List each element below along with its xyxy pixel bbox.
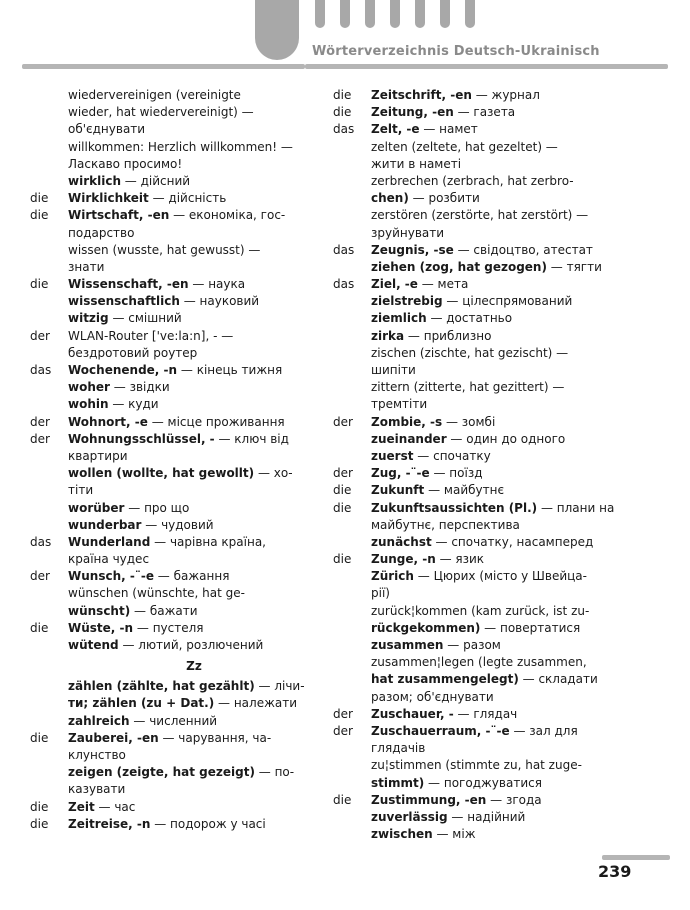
header-tab: [390, 0, 400, 28]
dictionary-line: [30, 781, 320, 798]
dictionary-line: [333, 190, 633, 207]
entry-text: зруйнувати: [371, 225, 445, 240]
entry-text: rückgekommen) — повертатися: [371, 620, 581, 635]
article: der: [30, 414, 50, 429]
entry-text: zischen (zischte, hat gezischt) —: [371, 345, 569, 360]
entry-text: подарство: [68, 225, 135, 240]
header-tab: [365, 0, 375, 28]
entry-text: бездротовий роутер: [68, 345, 198, 360]
entry-text: wirklich — дійсний: [68, 173, 191, 188]
dictionary-line: [333, 379, 633, 396]
dictionary-line: [30, 379, 320, 396]
entry-text: zu¦stimmen (stimmte zu, hat zuge-: [371, 758, 582, 773]
dictionary-line: [333, 482, 633, 499]
entry-text: Wochenende, -n — кінець тижня: [68, 363, 283, 377]
running-header-title: Wörterverzeichnis Deutsch-Ukrainisch: [312, 44, 600, 59]
entry-text: zählen (zählte, hat gezählt) — лічи-: [68, 679, 305, 694]
dictionary-line: [30, 730, 320, 747]
entry-text: казувати: [68, 782, 126, 797]
article: die: [333, 500, 352, 515]
entry-text: woher — звідки: [68, 380, 170, 395]
dictionary-line: [333, 689, 633, 706]
entry-text: Zukunftsaussichten (Pl.) — плани на: [371, 500, 615, 515]
entry-text: wiedervereinigen (vereinigte: [68, 88, 241, 102]
entry-text: zerstören (zerstörte, hat zerstört) —: [371, 208, 589, 223]
entry-text: рії): [371, 586, 390, 601]
entry-text: шипіти: [371, 363, 416, 377]
dictionary-line: [333, 293, 633, 310]
dictionary-line: [333, 465, 633, 482]
dictionary-line: [333, 139, 633, 156]
article: der: [30, 328, 50, 343]
left-column: [30, 87, 320, 833]
header-rule: [22, 64, 305, 69]
dictionary-line: [30, 568, 320, 585]
dictionary-line: [30, 816, 320, 833]
dictionary-line: [333, 792, 633, 809]
entry-text: Zuschauer, - — глядач: [371, 706, 518, 721]
entry-text: Zeitreise, -n — подорож у часі: [68, 816, 266, 831]
entry-text: разом; об'єднувати: [371, 689, 494, 704]
dictionary-line: [30, 678, 320, 695]
entry-text: ziemlich — достатньо: [371, 311, 513, 326]
entry-text: Zombie, -s — зомбі: [371, 414, 496, 429]
entry-text: witzig — смішний: [68, 311, 182, 326]
entry-text: wieder, hat wiedervereinigt) —: [68, 105, 254, 120]
entry-text: жити в наметі: [371, 156, 462, 171]
article: der: [333, 706, 353, 721]
header-tab: [465, 0, 475, 28]
entry-text: willkommen: Herzlich willkommen! —: [68, 139, 293, 154]
entry-text: zielstrebig — цілеспрямований: [371, 294, 573, 309]
entry-text: Wunsch, -¨-e — бажання: [68, 569, 230, 584]
entry-text: Zuschauerraum, -¨-e — зал для: [371, 723, 578, 738]
entry-text: worüber — про що: [68, 500, 190, 515]
entry-text: ти; zählen (zu + Dat.) — належати: [68, 696, 298, 711]
article: die: [30, 730, 49, 745]
dictionary-line: [30, 534, 320, 551]
dictionary-line: [333, 534, 633, 551]
dictionary-line: [30, 242, 320, 259]
dictionary-line: [333, 414, 633, 431]
dictionary-line: [30, 482, 320, 499]
dictionary-line: [333, 259, 633, 276]
dictionary-line: [30, 431, 320, 448]
dictionary-line: [333, 362, 633, 379]
entry-text: Zeitung, -en — газета: [371, 105, 516, 120]
entry-text: zeigen (zeigte, hat gezeigt) — по-: [68, 765, 295, 780]
dictionary-line: [333, 104, 633, 121]
dictionary-line: [333, 207, 633, 224]
dictionary-line: [30, 345, 320, 362]
dictionary-line: [333, 156, 633, 173]
entry-text: Zeugnis, -se — свідоцтво, атестат: [371, 242, 593, 257]
dictionary-line: [30, 207, 320, 224]
dictionary-line: [333, 121, 633, 138]
article: der: [30, 569, 50, 584]
entry-text: країна чудес: [68, 552, 150, 567]
entry-text: Zürich — Цюрих (місто у Швейца-: [371, 569, 587, 584]
dictionary-line: [333, 775, 633, 792]
dictionary-line: [333, 826, 633, 843]
dictionary-line: [30, 293, 320, 310]
entry-text: квартири: [68, 448, 128, 463]
dictionary-line: [30, 585, 320, 602]
dictionary-line: [333, 654, 633, 671]
article: das: [333, 122, 355, 137]
dictionary-line: [333, 173, 633, 190]
dictionary-line: [333, 706, 633, 723]
entry-text: zusammen¦legen (legte zusammen,: [371, 655, 587, 670]
entry-text: майбутнє, перспектива: [371, 517, 520, 532]
dictionary-line: [30, 448, 320, 465]
page-number: 239: [598, 862, 632, 881]
entry-text: wollen (wollte, hat gewollt) — хо-: [68, 466, 293, 481]
dictionary-line: [30, 190, 320, 207]
dictionary-line: [333, 310, 633, 327]
right-column: [333, 87, 633, 843]
article: die: [333, 88, 352, 102]
dictionary-line: [30, 713, 320, 730]
entry-text: zunächst — спочатку, насамперед: [371, 534, 594, 549]
dictionary-line: [333, 87, 633, 104]
dictionary-line: [333, 276, 633, 293]
header-tabs-decoration: [255, 0, 480, 50]
article: die: [30, 208, 49, 223]
dictionary-line: [30, 603, 320, 620]
entry-text: ziehen (zog, hat gezogen) — тягти: [371, 259, 602, 274]
article: der: [333, 414, 353, 429]
dictionary-line: [333, 620, 633, 637]
dictionary-line: [30, 695, 320, 712]
header-tab: [315, 0, 325, 28]
dictionary-line: [333, 809, 633, 826]
dictionary-line: [333, 740, 633, 757]
dictionary-line: [30, 799, 320, 816]
dictionary-line: [30, 104, 320, 121]
entry-text: wissen (wusste, hat gewusst) —: [68, 242, 261, 257]
dictionary-line: [333, 345, 633, 362]
article: die: [333, 792, 352, 807]
entry-text: Zunge, -n — язик: [371, 552, 485, 567]
header-tab: [340, 0, 350, 28]
dictionary-line: [30, 500, 320, 517]
entry-text: zirka — приблизно: [371, 328, 492, 343]
entry-text: zuverlässig — надійний: [371, 809, 526, 824]
dictionary-line: [333, 603, 633, 620]
article: das: [333, 242, 355, 257]
footer-rule: [602, 855, 670, 860]
entry-text: Wohnort, -e — місце проживання: [68, 414, 285, 429]
article: die: [333, 105, 352, 120]
dictionary-line: [30, 139, 320, 156]
entry-text: stimmt) — погоджуватися: [371, 775, 542, 790]
entry-text: Zeitschrift, -en — журнал: [371, 88, 540, 102]
entry-text: Wohnungsschlüssel, - — ключ від: [68, 431, 289, 446]
dictionary-line: [333, 551, 633, 568]
dictionary-line: [30, 637, 320, 654]
entry-text: zwischen — між: [371, 827, 476, 842]
header-tab: [415, 0, 425, 28]
dictionary-line: [333, 448, 633, 465]
dictionary-line: [30, 276, 320, 293]
dictionary-line: [333, 723, 633, 740]
entry-text: клунство: [68, 747, 126, 762]
dictionary-line: [30, 259, 320, 276]
entry-text: Zukunft — майбутнє: [371, 483, 505, 498]
entry-text: zittern (zitterte, hat gezittert) —: [371, 380, 565, 395]
dictionary-line: [333, 396, 633, 413]
entry-text: Wunderland — чарівна країна,: [68, 534, 266, 549]
entry-text: zusammen — разом: [371, 638, 501, 652]
entry-text: Wirklichkeit — дійсність: [68, 191, 227, 206]
entry-text: zueinander — один до одного: [371, 431, 566, 446]
article: die: [30, 277, 49, 292]
dictionary-line: [333, 500, 633, 517]
entry-text: zahlreich — численний: [68, 713, 218, 728]
dictionary-line: [30, 225, 320, 242]
dictionary-line: [30, 328, 320, 345]
dictionary-line: [30, 764, 320, 781]
dictionary-line: [333, 757, 633, 774]
dictionary-line: [333, 328, 633, 345]
dictionary-line: [333, 431, 633, 448]
header-rule: [305, 64, 668, 69]
dictionary-line: [30, 173, 320, 190]
entry-text: zurück¦kommen (kam zurück, ist zu-: [371, 603, 590, 618]
article: die: [30, 816, 49, 831]
header-tab-large: [255, 0, 299, 60]
entry-text: тіти: [68, 483, 94, 498]
entry-text: wütend — лютий, розлючений: [68, 638, 264, 652]
dictionary-line: [30, 156, 320, 173]
entry-text: wohin — куди: [68, 397, 159, 412]
entry-text: Zeit — час: [68, 799, 136, 814]
dictionary-line: [30, 362, 320, 379]
entry-text: Ziel, -e — мета: [371, 277, 469, 292]
article: die: [333, 483, 352, 498]
article: die: [30, 799, 49, 814]
entry-text: глядачів: [371, 741, 426, 756]
entry-text: Wirtschaft, -en — економіка, гос-: [68, 208, 286, 223]
dictionary-line: [333, 225, 633, 242]
entry-text: Zustimmung, -en — згода: [371, 792, 542, 807]
entry-text: zuerst — спочатку: [371, 448, 491, 463]
article: der: [333, 466, 353, 481]
entry-text: Wüste, -n — пустеля: [68, 620, 204, 635]
article: die: [30, 191, 49, 206]
entry-text: знати: [68, 259, 105, 274]
article: der: [30, 431, 50, 446]
dictionary-line: [30, 121, 320, 138]
dictionary-line: [30, 465, 320, 482]
dictionary-line: [30, 747, 320, 764]
entry-text: wünscht) — бажати: [68, 603, 198, 618]
article: das: [30, 363, 52, 377]
article: der: [333, 723, 353, 738]
dictionary-line: [333, 568, 633, 585]
article: die: [30, 620, 49, 635]
entry-text: Zug, -¨-e — поїзд: [371, 466, 483, 481]
entry-text: chen) — розбити: [371, 191, 480, 206]
article: das: [333, 277, 355, 292]
header-tab: [440, 0, 450, 28]
entry-text: WLAN-Router ['ve:la:n], - —: [68, 328, 234, 343]
dictionary-line: [30, 551, 320, 568]
dictionary-line: [333, 637, 633, 654]
dictionary-line: [333, 517, 633, 534]
entry-text: Zelt, -e — намет: [371, 122, 478, 137]
entry-text: об'єднувати: [68, 122, 146, 137]
entry-text: zerbrechen (zerbrach, hat zerbro-: [371, 173, 574, 188]
entry-text: wunderbar — чудовий: [68, 517, 214, 532]
entry-text: Zauberei, -en — чарування, ча-: [68, 730, 272, 745]
dictionary-line: [333, 671, 633, 688]
section-letter-heading: Zz: [186, 659, 202, 674]
dictionary-line: [333, 585, 633, 602]
article: die: [333, 552, 352, 567]
entry-text: тремтіти: [371, 397, 428, 412]
entry-text: wünschen (wünschte, hat ge-: [68, 586, 245, 601]
dictionary-line: [333, 242, 633, 259]
dictionary-line: [30, 396, 320, 413]
entry-text: Wissenschaft, -en — наука: [68, 277, 246, 292]
dictionary-line: [30, 620, 320, 637]
entry-text: hat zusammengelegt) — складати: [371, 672, 598, 687]
article: das: [30, 534, 52, 549]
dictionary-line: [30, 310, 320, 327]
entry-text: Ласкаво просимо!: [68, 156, 183, 171]
dictionary-line: [30, 517, 320, 534]
dictionary-line: [30, 87, 320, 104]
entry-text: wissenschaftlich — науковий: [68, 294, 260, 309]
dictionary-line: [30, 414, 320, 431]
entry-text: zelten (zeltete, hat gezeltet) —: [371, 139, 558, 154]
